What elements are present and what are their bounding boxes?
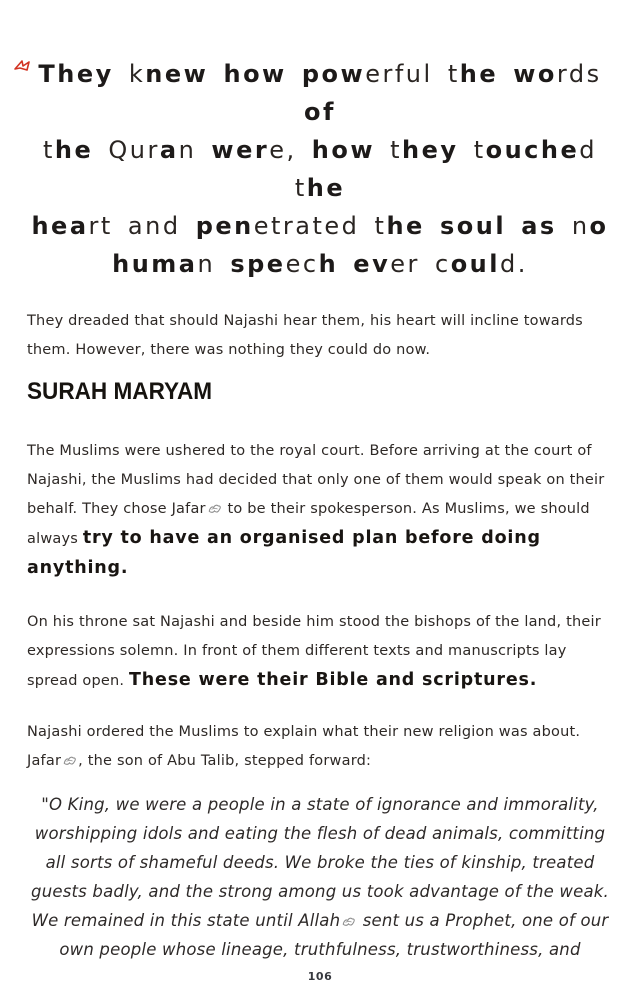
text-segment: ec <box>285 250 319 278</box>
text-segment: e, <box>269 136 312 164</box>
text-segment: ev <box>353 250 391 278</box>
text-segment: They <box>38 60 114 88</box>
ordered-paragraph <box>27 718 612 776</box>
text-segment <box>287 60 302 88</box>
text-segment: , the son of Abu Talib, stepped forward: <box>78 753 372 769</box>
text-segment: new <box>145 60 209 88</box>
text-segment: pen <box>195 212 254 240</box>
section-title-surah-maryam: SURAH MARYAM <box>27 378 213 405</box>
text-segment: The Muslims were ushered to the royal court. Before arriving at the court of Najashi, the Muslims had decided that only one of them would speak on their behalf. They chose Jafar <box>27 443 605 517</box>
text-segment: "O King, we were a people in a state of ignorance and immorality, worshipping idols and eating the flesh of dead animals, committing all sorts of shameful deeds. We broke the ties of kinship, treated guests badly, and the strong among us took advantage of the weak. We remained in this state until Allah <box>31 795 609 930</box>
text-segment: he <box>459 60 499 88</box>
text-segment: hea <box>31 212 89 240</box>
text-segment: of <box>304 98 336 126</box>
throne-paragraph <box>27 608 612 696</box>
text-segment: er c <box>390 250 451 278</box>
text-segment: etrated t <box>253 212 387 240</box>
text-segment: o <box>589 212 609 240</box>
honorific-icon <box>207 495 222 524</box>
text-segment: ouche <box>485 136 580 164</box>
text-segment: d. <box>500 250 528 278</box>
chapter-quote-heading <box>30 55 610 283</box>
text-segment: rds <box>556 60 602 88</box>
text-segment: as <box>521 212 557 240</box>
text-segment: how <box>223 60 287 88</box>
text-segment: spe <box>230 250 286 278</box>
text-segment: d t <box>294 136 598 202</box>
text-segment: t <box>432 60 460 88</box>
text-segment <box>498 60 513 88</box>
text-segment: pow <box>301 60 366 88</box>
text-segment: to be their spokesperson. As Muslims, we should always <box>27 501 590 547</box>
text-segment <box>208 60 223 88</box>
text-segment: t <box>375 136 403 164</box>
text-segment: Qur <box>93 136 160 164</box>
text-segment: On his throne sat Najashi and beside him stood the bishops of the land, their expressions solemn. In front of them different texts and manuscripts lay spread open. <box>27 614 601 689</box>
intro-paragraph: They dreaded that should Najashi hear them, his heart will incline towards them. However, there was nothing they could do now. <box>27 313 583 358</box>
text-segment: how <box>311 136 375 164</box>
text-segment: he <box>306 174 346 202</box>
text-segment: n <box>556 212 590 240</box>
book-page[interactable] <box>0 55 640 983</box>
text-segment: n <box>178 136 212 164</box>
heading-line <box>30 55 610 131</box>
text-segment: wer <box>211 136 270 164</box>
page-number: 106 <box>307 970 333 983</box>
text-segment: wo <box>513 60 557 88</box>
text-segment <box>338 250 353 278</box>
court-paragraph <box>27 437 612 584</box>
honorific-icon <box>341 906 356 935</box>
text-segment: n <box>197 250 231 278</box>
honorific-icon <box>62 747 77 776</box>
heading-line <box>30 207 610 245</box>
text-segment: he <box>54 136 94 164</box>
text-segment: sent us a Prophet, one of our own people whose lineage, truthfulness, trustworthiness, and <box>59 911 609 959</box>
text-segment: These were their Bible and scriptures. <box>129 670 538 690</box>
text-segment: he <box>386 212 425 240</box>
text-segment: huma <box>112 250 198 278</box>
text-segment: t <box>458 136 486 164</box>
text-segment: oul <box>450 250 500 278</box>
text-segment: h <box>318 250 339 278</box>
text-segment <box>506 212 521 240</box>
text-segment <box>425 212 440 240</box>
text-segment: soul <box>439 212 507 240</box>
text-segment: Najashi ordered the Muslims to explain what their new religion was about. Jafar <box>27 724 581 769</box>
red-annotation-mark <box>13 58 33 77</box>
text-segment: erful <box>365 60 433 88</box>
jafar-speech-quote <box>30 790 610 964</box>
text-segment: t <box>42 136 55 164</box>
text-segment: a <box>159 136 179 164</box>
text-segment: rt and <box>88 212 196 240</box>
heading-line <box>30 131 610 207</box>
text-segment: k <box>113 60 146 88</box>
text-segment: hey <box>402 136 459 164</box>
heading-line <box>30 245 610 283</box>
text-segment: try to have an organised plan before doing anything. <box>27 528 541 578</box>
